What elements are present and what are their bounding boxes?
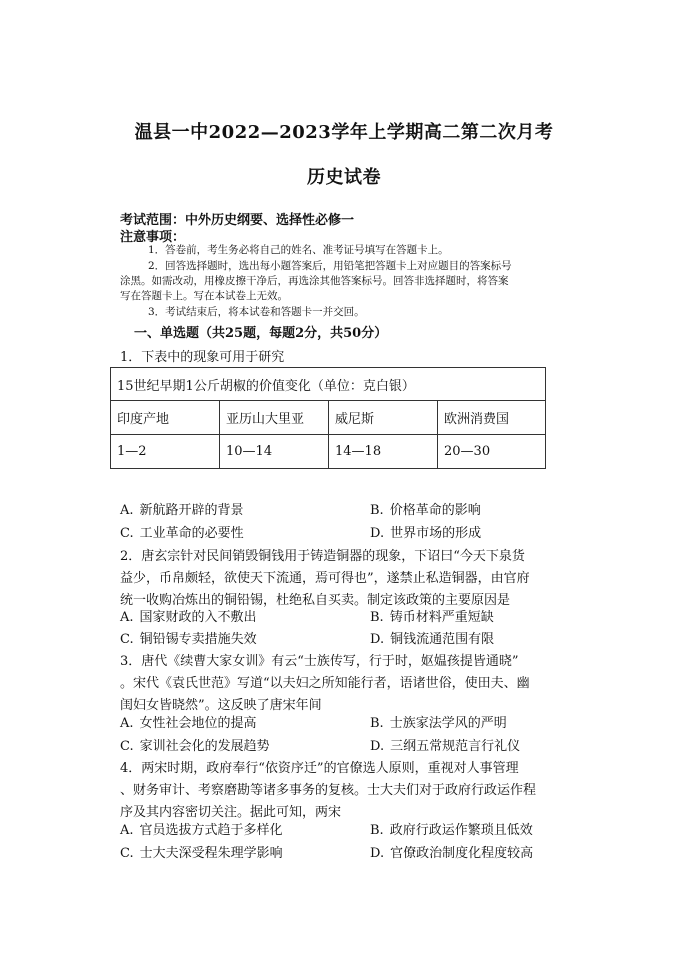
option-text: 价格革命的影响 bbox=[389, 503, 481, 518]
exam-subtitle: 历史试卷 bbox=[307, 167, 381, 188]
option-text: 士大夫深受程朱理学影响 bbox=[139, 846, 283, 861]
notice-line-1: 1．答卷前，考生务必将自己的姓名、准考证号填写在答题卡上。 bbox=[148, 244, 449, 256]
notice-line-2: 2．回答选择题时，选出每小题答案后，用铅笔把答题卡上对应题目的答案标号 bbox=[148, 260, 512, 272]
q4-option-b[interactable] bbox=[370, 819, 533, 838]
q1-option-d[interactable] bbox=[370, 522, 481, 541]
option-text: 政府行政运作繁琐且低效 bbox=[389, 823, 533, 838]
q3-option-c[interactable] bbox=[120, 735, 270, 754]
q1-option-b[interactable] bbox=[370, 499, 481, 518]
option-text: 女性社会地位的提高 bbox=[139, 716, 257, 731]
option-label: B. bbox=[370, 503, 384, 518]
notice-line-5: 3．考试结束后，将本试卷和答题卡一并交回。 bbox=[148, 306, 365, 318]
notice-heading: 注意事项： bbox=[120, 230, 186, 245]
option-label: C. bbox=[120, 846, 134, 861]
q1-table bbox=[110, 367, 546, 469]
q2-option-c[interactable] bbox=[120, 628, 257, 647]
option-text: 铸币材料严重短缺 bbox=[389, 610, 494, 625]
q1-stem: 1．下表中的现象可用于研究 bbox=[120, 350, 285, 365]
q3-line-1: 3．唐代《续曹大家女训》有云“士族传写，行于时，妪媪孩提皆通晓” bbox=[120, 654, 519, 669]
q4-option-d[interactable] bbox=[370, 842, 533, 861]
option-text: 三纲五常规范言行礼仪 bbox=[390, 739, 521, 754]
option-text: 铜铅锡专卖措施失效 bbox=[139, 632, 257, 647]
option-label: D. bbox=[370, 846, 385, 861]
exam-title: 温县一中2022—2023学年上学期高二第二次月考 bbox=[134, 122, 554, 143]
q1-table-cell: 10—14 bbox=[220, 435, 329, 469]
q4-option-c[interactable] bbox=[120, 842, 283, 861]
q2-option-d[interactable] bbox=[370, 628, 494, 647]
option-label: D. bbox=[370, 526, 385, 541]
q3-option-d[interactable] bbox=[370, 735, 520, 754]
option-label: A. bbox=[120, 610, 134, 625]
option-text: 工业革命的必要性 bbox=[139, 526, 244, 541]
option-label: A. bbox=[120, 823, 134, 838]
option-label: A. bbox=[120, 503, 134, 518]
q1-table-header: 威尼斯 bbox=[329, 401, 438, 435]
q1-table-cell: 14—18 bbox=[329, 435, 438, 469]
notice-line-4: 写在答题卡上。写在本试卷上无效。 bbox=[120, 290, 288, 302]
option-text: 家训社会化的发展趋势 bbox=[139, 739, 270, 754]
q1-table-header: 印度产地 bbox=[111, 401, 220, 435]
q3-option-a[interactable] bbox=[120, 712, 257, 731]
q4-line-1: 4．两宋时期，政府奉行“依资序迁”的官僚选人原则，重视对人事管理 bbox=[120, 761, 519, 776]
q1-table-cell: 1—2 bbox=[111, 435, 220, 469]
section-heading: 一、单选题（共25题，每题2分，共50分） bbox=[134, 326, 388, 341]
q1-option-c[interactable] bbox=[120, 522, 244, 541]
option-text: 官僚政治制度化程度较高 bbox=[390, 846, 534, 861]
q1-table-cell: 20—30 bbox=[438, 435, 546, 469]
q2-line-3: 统一收购冶炼出的铜铅锡，杜绝私自买卖。制定该政策的主要原因是 bbox=[120, 593, 511, 608]
option-text: 国家财政的入不敷出 bbox=[139, 610, 257, 625]
q1-table-caption: 15世纪早期1公斤胡椒的价值变化（单位：克白银） bbox=[111, 368, 546, 401]
q2-line-1: 2．唐玄宗针对民间销毁铜钱用于铸造铜器的现象，下诏曰“今天下泉货 bbox=[120, 549, 525, 564]
option-text: 官员选拔方式趋于多样化 bbox=[139, 823, 283, 838]
option-label: D. bbox=[370, 632, 385, 647]
q2-option-a[interactable] bbox=[120, 606, 257, 625]
option-label: C. bbox=[120, 526, 134, 541]
option-label: C. bbox=[120, 739, 134, 754]
q4-line-3: 序及其内容密切关注。据此可知，两宋 bbox=[120, 805, 342, 820]
option-label: A. bbox=[120, 716, 134, 731]
q3-line-2: 。宋代《袁氏世范》写道“以夫妇之所知能行者，语诸世俗，使田夫、幽 bbox=[120, 676, 530, 691]
option-label: B. bbox=[370, 716, 384, 731]
option-label: B. bbox=[370, 823, 384, 838]
exam-scope: 考试范围：中外历史纲要、选择性必修一 bbox=[120, 213, 355, 228]
q1-option-a[interactable] bbox=[120, 499, 244, 518]
q2-option-b[interactable] bbox=[370, 606, 494, 625]
option-text: 士族家法学风的严明 bbox=[389, 716, 507, 731]
q3-line-3: 闺妇女皆晓然”。这反映了唐宋年间 bbox=[120, 698, 322, 713]
option-text: 新航路开辟的背景 bbox=[139, 503, 244, 518]
notice-line-3: 涂黑。如需改动，用橡皮擦干净后，再选涂其他答案标号。回答非选择题时，将答案 bbox=[120, 275, 509, 287]
q4-option-a[interactable] bbox=[120, 819, 283, 838]
option-text: 世界市场的形成 bbox=[390, 526, 482, 541]
q1-table-header: 亚历山大里亚 bbox=[220, 401, 329, 435]
q1-table-header: 欧洲消费国 bbox=[438, 401, 546, 435]
q2-line-2: 益少，币帛颇轻，欲使天下流通，焉可得也”，遂禁止私造铜器，由官府 bbox=[120, 571, 530, 586]
option-label: D. bbox=[370, 739, 385, 754]
option-label: B. bbox=[370, 610, 384, 625]
option-label: C. bbox=[120, 632, 134, 647]
q4-line-2: 、财务审计、考察磨勘等诸多事务的复核。士大夫们对于政府行政运作程 bbox=[120, 783, 537, 798]
option-text: 铜钱流通范围有限 bbox=[390, 632, 495, 647]
q3-option-b[interactable] bbox=[370, 712, 507, 731]
